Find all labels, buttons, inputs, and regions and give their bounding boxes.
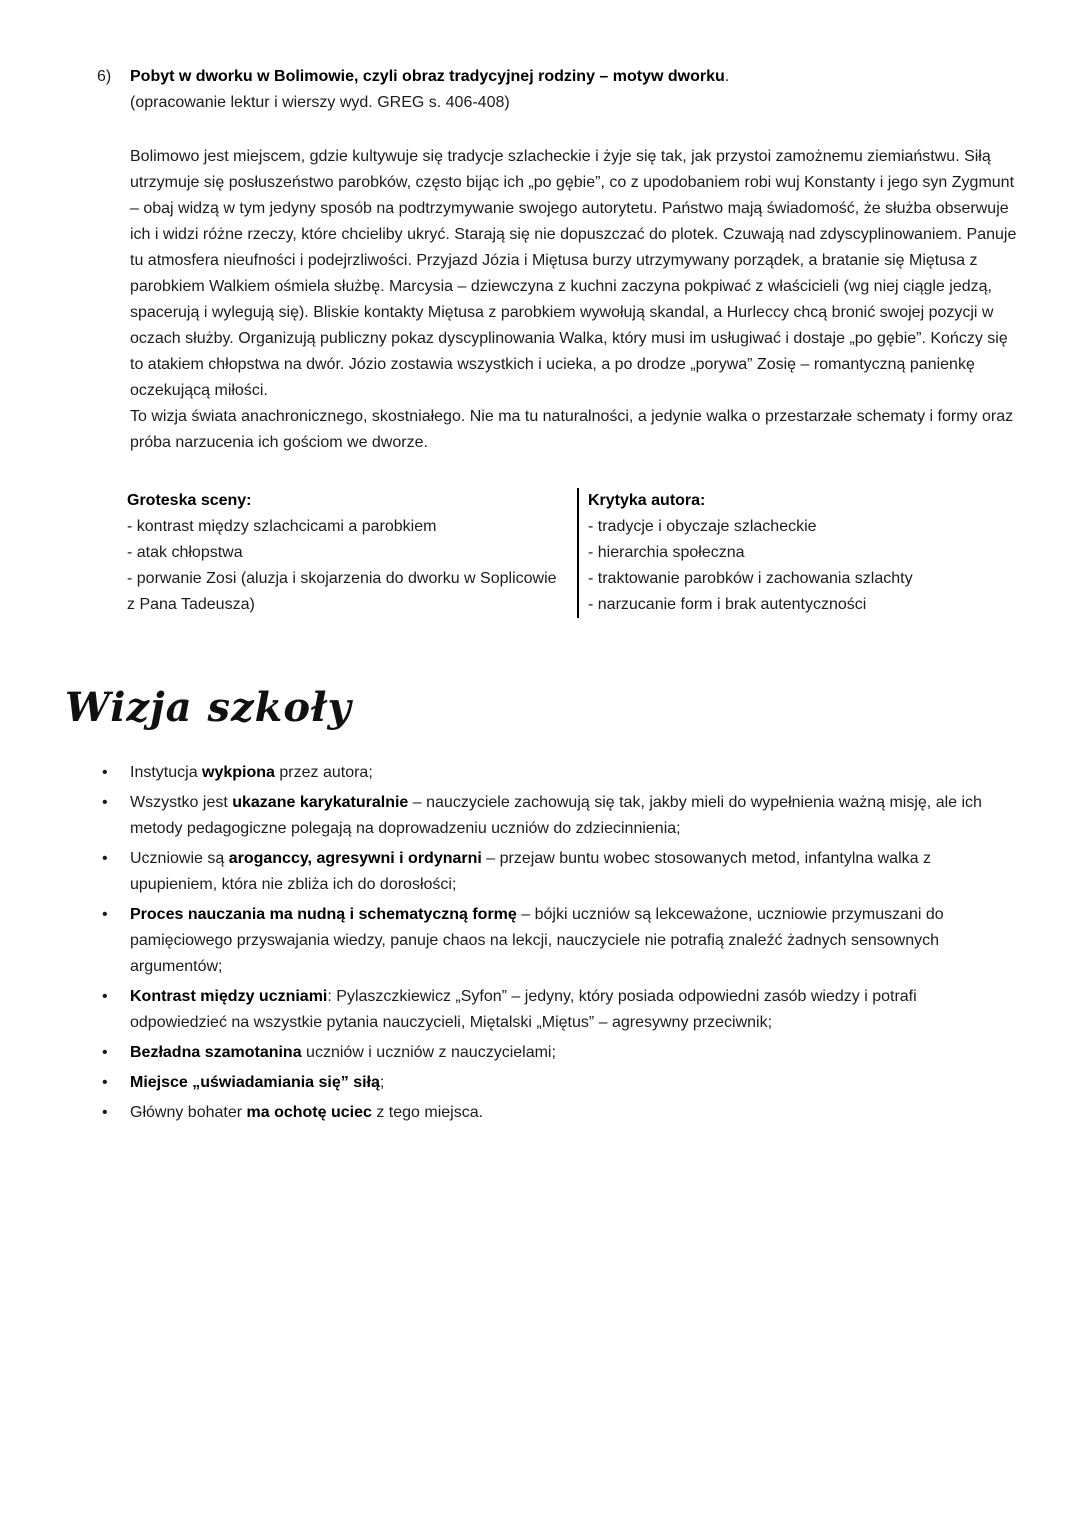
list-item: • Miejsce „uświadamiania się” siłą;	[130, 1070, 1018, 1096]
section-heading	[97, 64, 1016, 116]
comparison-column-krytyka	[577, 488, 1039, 618]
comparison-left-title: Groteska sceny:	[127, 492, 252, 509]
list-item: • Wszystko jest ukazane karykaturalnie – nauczyciele zachowują się tak, jakby mieli do wypełnienia ważną misję, ale ich metody pedagogiczne polegają na doprowadzeniu uczniów do zdziecinnienia;	[130, 790, 1018, 842]
section-title	[130, 64, 1016, 90]
comparison-right-title: Krytyka autora:	[588, 492, 706, 509]
comparison-left-item: - porwanie Zosi (aluzja i skojarzenia do dworku w Soplicowie z Pana Tadeusza)	[127, 570, 557, 613]
comparison-right-item: - narzucanie form i brak autentyczności	[588, 596, 867, 613]
comparison-right-item: - tradycje i obyczaje szlacheckie	[588, 518, 817, 535]
list-item: • Kontrast między uczniami: Pylaszczkiewicz „Syfon” – jedyny, który posiada odpowiedni zasób wiedzy i potrafi odpowiedzieć na wszystkie pytania nauczycieli, Miętalski „Miętus” – agresywny przeciwnik;	[130, 984, 1018, 1036]
list-item: • Proces nauczania ma nudną i schematyczną formę – bójki uczniów są lekceważone, uczniowie przymuszani do pamięciowego przyswajania wiedzy, panuje chaos na lekcji, nauczyciele nie potrafią znaleźć żadnych sensownych argumentów;	[130, 902, 1018, 980]
comparison-right-item: - traktowanie parobków i zachowania szlachty	[588, 570, 913, 587]
comparison-table	[127, 488, 1039, 618]
section-title-period: .	[724, 68, 730, 85]
list-item: • Bezładna szamotanina uczniów i uczniów z nauczycielami;	[130, 1040, 1018, 1066]
comparison-column-groteska	[127, 488, 577, 618]
section-subtitle: (opracowanie lektur i wierszy wyd. GREG s. 406-408)	[130, 94, 510, 111]
comparison-left-item: - kontrast między szlachcicami a parobkiem	[127, 518, 437, 535]
list-item: • Uczniowie są aroganccy, agresywni i ordynarni – przejaw buntu wobec stosowanych metod, infantylna walka z upupieniem, która nie zbliża ich do dorosłości;	[130, 846, 1018, 898]
school-vision-heading: Wizja szkoły	[65, 684, 352, 731]
list-item: • Główny bohater ma ochotę uciec z tego miejsca.	[130, 1100, 1018, 1126]
comparison-right-item: - hierarchia społeczna	[588, 544, 745, 561]
section-number: 6)	[97, 68, 112, 85]
paragraph-conclusion: To wizja świata anachronicznego, skostniałego. Nie ma tu naturalności, a jedynie walka o przestarzałe schematy i formy oraz próba narzucenia ich gościom we dworze.	[130, 408, 1014, 451]
comparison-left-item: - atak chłopstwa	[127, 544, 243, 561]
school-vision-list	[130, 760, 1018, 1126]
paragraph-bolimowo: Bolimowo jest miejscem, gdzie kultywuje się tradycje szlacheckie i żyje się tak, jak przystoi zamożnemu ziemiaństwu. Siłą utrzymuje się posłuszeństwo parobków, często bijąc ich „po gębie”, co z upodobaniem robi wuj Konstanty i jego syn Zygmunt – obaj widzą w tym jedyny sposób na podtrzymywanie swojego autorytetu. Państwo mają świadomość, że służba obserwuje ich i widzi różne rzeczy, które chcieliby ukryć. Starają się nie dopuszczać do plotek. Czuwają nad zdyscyplinowaniem. Panuje tu atmosfera nieufności i podejrzliwości. Przyjazd Józia i Miętusa burzy utrzymywany porządek, a bratanie się Miętusa z parobkiem Walkiem ośmiela służbę. Marcysia – dziewczyna z kuchni zaczyna pokpiwać z właścicieli (wg niej ciągle jedzą, spacerują i wylegują się). Bliskie kontakty Miętusa z parobkiem wywołują skandal, a Hurleccy chcą bronić swojej pozycji w oczach służby. Organizują publiczny pokaz dyscyplinowania Walka, który musi im usługiwać i dostaje „po gębie”. Kończy się to atakiem chłopstwa na dwór. Józio zostawia wszystkich i ucieka, a po drodze „porywa” Zosię – romantyczną panienkę oczekującą miłości.	[130, 148, 1017, 399]
list-item: • Instytucja wykpiona przez autora;	[130, 760, 1018, 786]
section-title-bold: Pobyt w dworku w Bolimowie, czyli obraz tradycyjnej rodziny – motyw dworku	[130, 68, 725, 85]
